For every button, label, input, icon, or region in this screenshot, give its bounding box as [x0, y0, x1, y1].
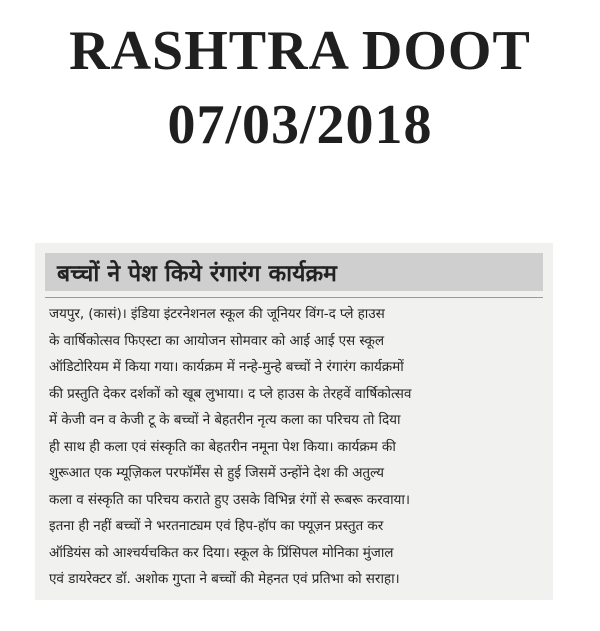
article-line: की प्रस्तुति देकर दर्शकों को खूब लुभाया। द प्ले हाउस के तेरहवें वार्षिकोत्सव — [49, 385, 412, 402]
headline-band — [45, 253, 543, 291]
article-line: में केजी वन व केजी टू के बच्चों ने बेहतरीन नृत्य कला का परिचय तो दिया — [49, 412, 401, 428]
article-line: ऑडियंस को आश्चर्यचकित कर दिया। स्कूल के प्रिंसिपल मोनिका मुंजाल — [49, 544, 394, 561]
masthead — [0, 18, 600, 158]
article-line: ऑडिटोरियम में किया गया। कार्यक्रम में नन्हे-मुन्हे बच्चों ने रंगारंग कार्यक्रमों — [49, 359, 404, 375]
article-body — [49, 301, 541, 593]
article-line: जयपुर, (कासं)। इंडिया इंटरनेशनल स्कूल की जूनियर विंग-द प्ले हाउस — [49, 306, 385, 322]
headline-divider — [45, 297, 543, 298]
article-line: इतना ही नहीं बच्चों ने भरतनाट्यम एवं हिप-हॉप का फ्यूज़न प्रस्तुत कर — [49, 518, 384, 534]
article-line: एवं डायरेक्टर डॉ. अशोक गुप्ता ने बच्चों की मेहनत एवं प्रतिभा को सराहा। — [49, 571, 400, 587]
publication-name: RASHTRA DOOT — [69, 20, 531, 82]
news-clipping — [35, 243, 553, 600]
article-line: कला व संस्कृति का परिचय कराते हुए उसके विभिन्न रंगों से रूबरू करवाया। — [49, 491, 410, 508]
publication-date: 07/03/2018 — [167, 94, 433, 156]
article-line: ही साथ ही कला एवं संस्कृति का बेहतरीन नमूना पेश किया। कार्यक्रम की — [49, 438, 396, 455]
article-headline: बच्चों ने पेश किये रंगारंग कार्यक्रम — [57, 261, 337, 287]
article-line: शुरूआत एक म्यूज़िकल परफॉर्मेंस से हुई जिसमें उन्होंने देश की अतुल्य — [49, 465, 384, 481]
article-line: के वार्षिकोत्सव फिएस्टा का आयोजन सोमवार को आई आई एस स्कूल — [49, 332, 384, 349]
